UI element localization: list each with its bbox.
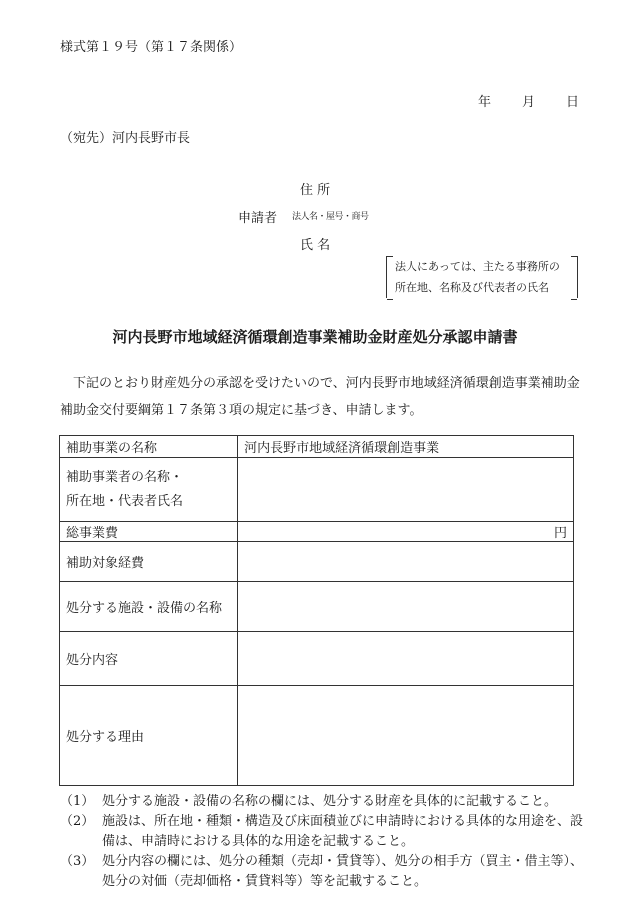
eligible-cost-field[interactable] [238,542,574,582]
operator-field[interactable] [238,458,574,522]
date-day: 日 [566,95,580,110]
date-line [478,91,579,110]
note-text: 施設は、所在地・種類・構造及び床面積並びに申請時における具体的な用途を、設備は、申請時における具体的な用途を記載すること。 [102,814,584,849]
note-text: 処分内容の欄には、処分の種類（売却・賃貸等）、処分の相手方（買主・借主等）、処分の対価（売却価格・賃貸料等）等を記載すること。 [102,854,584,889]
document-title: 河内長野市地域経済循環創造事業補助金財産処分承認申請書 [112,328,518,346]
form-number: 様式第１９号（第１７条関係） [60,40,243,55]
row-label-disposal-content: 処分内容 [60,632,238,686]
row-label-total-cost: 総事業費 [60,522,238,542]
table-row [60,436,574,458]
applicant-sub-label: 法人名・屋号・商号 [292,212,369,222]
project-name-field[interactable]: 河内長野市地域経済循環創造事業 [238,436,574,458]
date-year: 年 [478,95,492,110]
name-label: 氏 名 [300,238,331,253]
row-label-facility-name: 処分する施設・設備の名称 [60,582,238,632]
table-row [60,522,574,542]
row-label-operator-line-1: 補助事業者の名称・ [66,469,184,485]
note-number: （1） [60,794,95,809]
row-label-disposal-reason: 処分する理由 [60,686,238,786]
table-row [60,632,574,686]
notes-list [60,792,590,892]
date-month: 月 [522,95,536,110]
facility-name-field[interactable] [238,582,574,632]
total-cost-field[interactable]: 円 [238,522,574,542]
row-label-project-name: 補助事業の名称 [60,436,238,458]
row-label-operator [60,458,238,522]
row-label-operator-line-2: 所在地・代表者氏名 [66,493,184,509]
corporation-note-line-2: 所在地、名称及び代表者の氏名 [395,281,549,294]
address-label: 住 所 [300,183,331,198]
intro-paragraph: 下記のとおり財産処分の承認を受けたいので、河内長野市地域経済循環創造事業補助金補助金交付要綱第１７条第３項の規定に基づき、申請します。 [60,376,580,418]
applicant-label: 申請者 [238,211,278,226]
disposal-content-field[interactable] [238,632,574,686]
note-number: （2） [60,814,95,829]
row-label-eligible-cost: 補助対象経費 [60,542,238,582]
corporation-note-line-1: 法人にあっては、主たる事務所の [395,260,560,273]
note-item [60,812,590,852]
table-row [60,582,574,632]
table-row [60,458,574,522]
corporation-note [386,256,578,298]
note-item [60,852,590,892]
note-text: 処分する施設・設備の名称の欄には、処分する財産を具体的に記載すること。 [102,794,558,809]
addressee: （宛先）河内長野市長 [60,131,191,146]
application-table [59,435,574,786]
table-row [60,542,574,582]
disposal-reason-field[interactable] [238,686,574,786]
note-item [60,792,590,812]
table-row [60,686,574,786]
note-number: （3） [60,854,95,869]
